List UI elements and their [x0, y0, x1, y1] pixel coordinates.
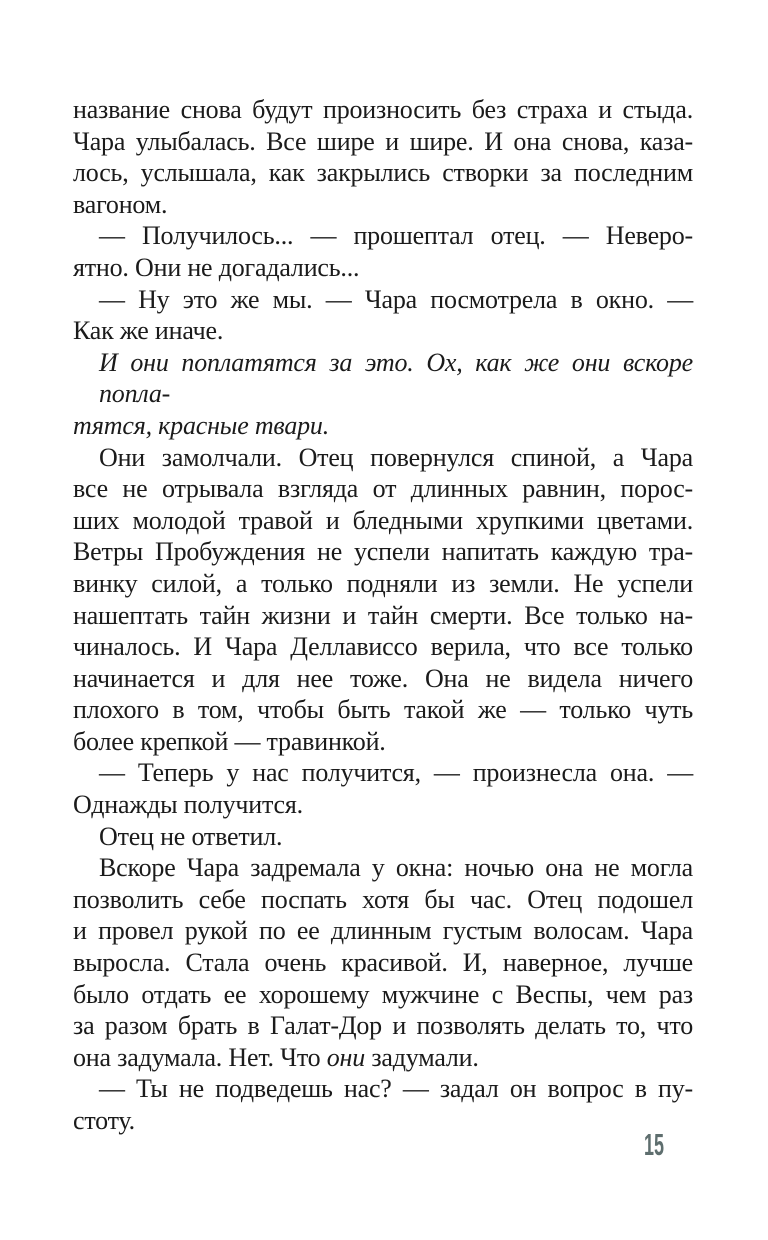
- text-line: чиналось. И Чара Деллависсо верила, что все только: [73, 632, 693, 662]
- text-line: нашептать тайн жизни и тайн смерти. Все только на-: [73, 600, 693, 630]
- text-block: [73, 94, 693, 1137]
- text-line: Однажды получится.: [73, 790, 303, 820]
- text-line: выросла. Стала очень красивой. И, наверное, лучше: [73, 948, 693, 978]
- text-line: — Получилось... — прошептал отец. — Неверо-: [99, 221, 693, 251]
- text-line: И они поплатятся за это. Ох, как же они вскоре попла-: [99, 347, 693, 409]
- paragraph: [73, 852, 693, 1073]
- text-line: Как же иначе.: [73, 316, 224, 346]
- text-line: плохого в том, чтобы быть такой же — только чуть: [73, 695, 693, 725]
- text-line: стоту.: [73, 1106, 135, 1135]
- text-segment: задумали.: [365, 1042, 479, 1072]
- text-line: лось, услышала, как закрылись створки за последним: [73, 158, 693, 188]
- paragraph: [73, 1073, 693, 1136]
- text-line: Они замолчали. Отец повернулся спиной, а Чара: [99, 442, 693, 472]
- text-line: винку силой, а только подняли из земли. Не успели: [73, 568, 693, 598]
- text-line: — Ну это же мы. — Чара посмотрела в окно. —: [99, 284, 693, 314]
- text-line: более крепкой — травинкой.: [73, 726, 386, 756]
- paragraph: [73, 757, 693, 820]
- text-line: — Ты не подведешь нас? — задал он вопрос в пу-: [99, 1074, 693, 1104]
- paragraph: [73, 347, 693, 442]
- text-line: вагоном.: [73, 189, 168, 219]
- text-line: и провел рукой по ее длинным густым волосам. Чара: [73, 916, 693, 946]
- text-line: ятно. Они не догадались...: [73, 252, 360, 282]
- text-segment: она задумала. Нет. Что: [73, 1042, 327, 1072]
- page-number: 15: [643, 1127, 664, 1162]
- text-line: ших молодой травой и бледными хрупкими цветами.: [73, 505, 693, 535]
- paragraph: [73, 821, 693, 853]
- text-line: Чара улыбалась. Все шире и шире. И она снова, каза-: [73, 126, 693, 156]
- text-line: начинается и для нее тоже. Она не видела ничего: [73, 663, 693, 693]
- text-line: позволить себе поспать хотя бы час. Отец подошел: [73, 884, 693, 914]
- text-line: все не отрывала взгляда от длинных равнин, порос-: [73, 474, 693, 504]
- text-line: Вскоре Чара задремала у окна: ночью она не могла: [99, 853, 693, 883]
- text-line: Ветры Пробуждения не успели напитать каждую тра-: [73, 537, 693, 567]
- text-line: было отдать ее хорошему мужчине с Веспы, чем раз: [73, 979, 693, 1009]
- text-line: [73, 1042, 693, 1074]
- paragraph: [73, 220, 693, 283]
- text-line: за разом брать в Галат-Дор и позволять делать то, что: [73, 1011, 693, 1041]
- text-line: название снова будут произносить без страха и стыда.: [73, 95, 693, 124]
- italic-word: они: [326, 1042, 366, 1072]
- text-line: тятся, красные твари.: [73, 410, 330, 440]
- paragraph: [73, 284, 693, 347]
- paragraph: [73, 94, 693, 220]
- text-line: Отец не ответил.: [99, 821, 283, 851]
- text-line: — Теперь у нас получится, — произнесла она. —: [99, 758, 693, 788]
- paragraph: [73, 442, 693, 758]
